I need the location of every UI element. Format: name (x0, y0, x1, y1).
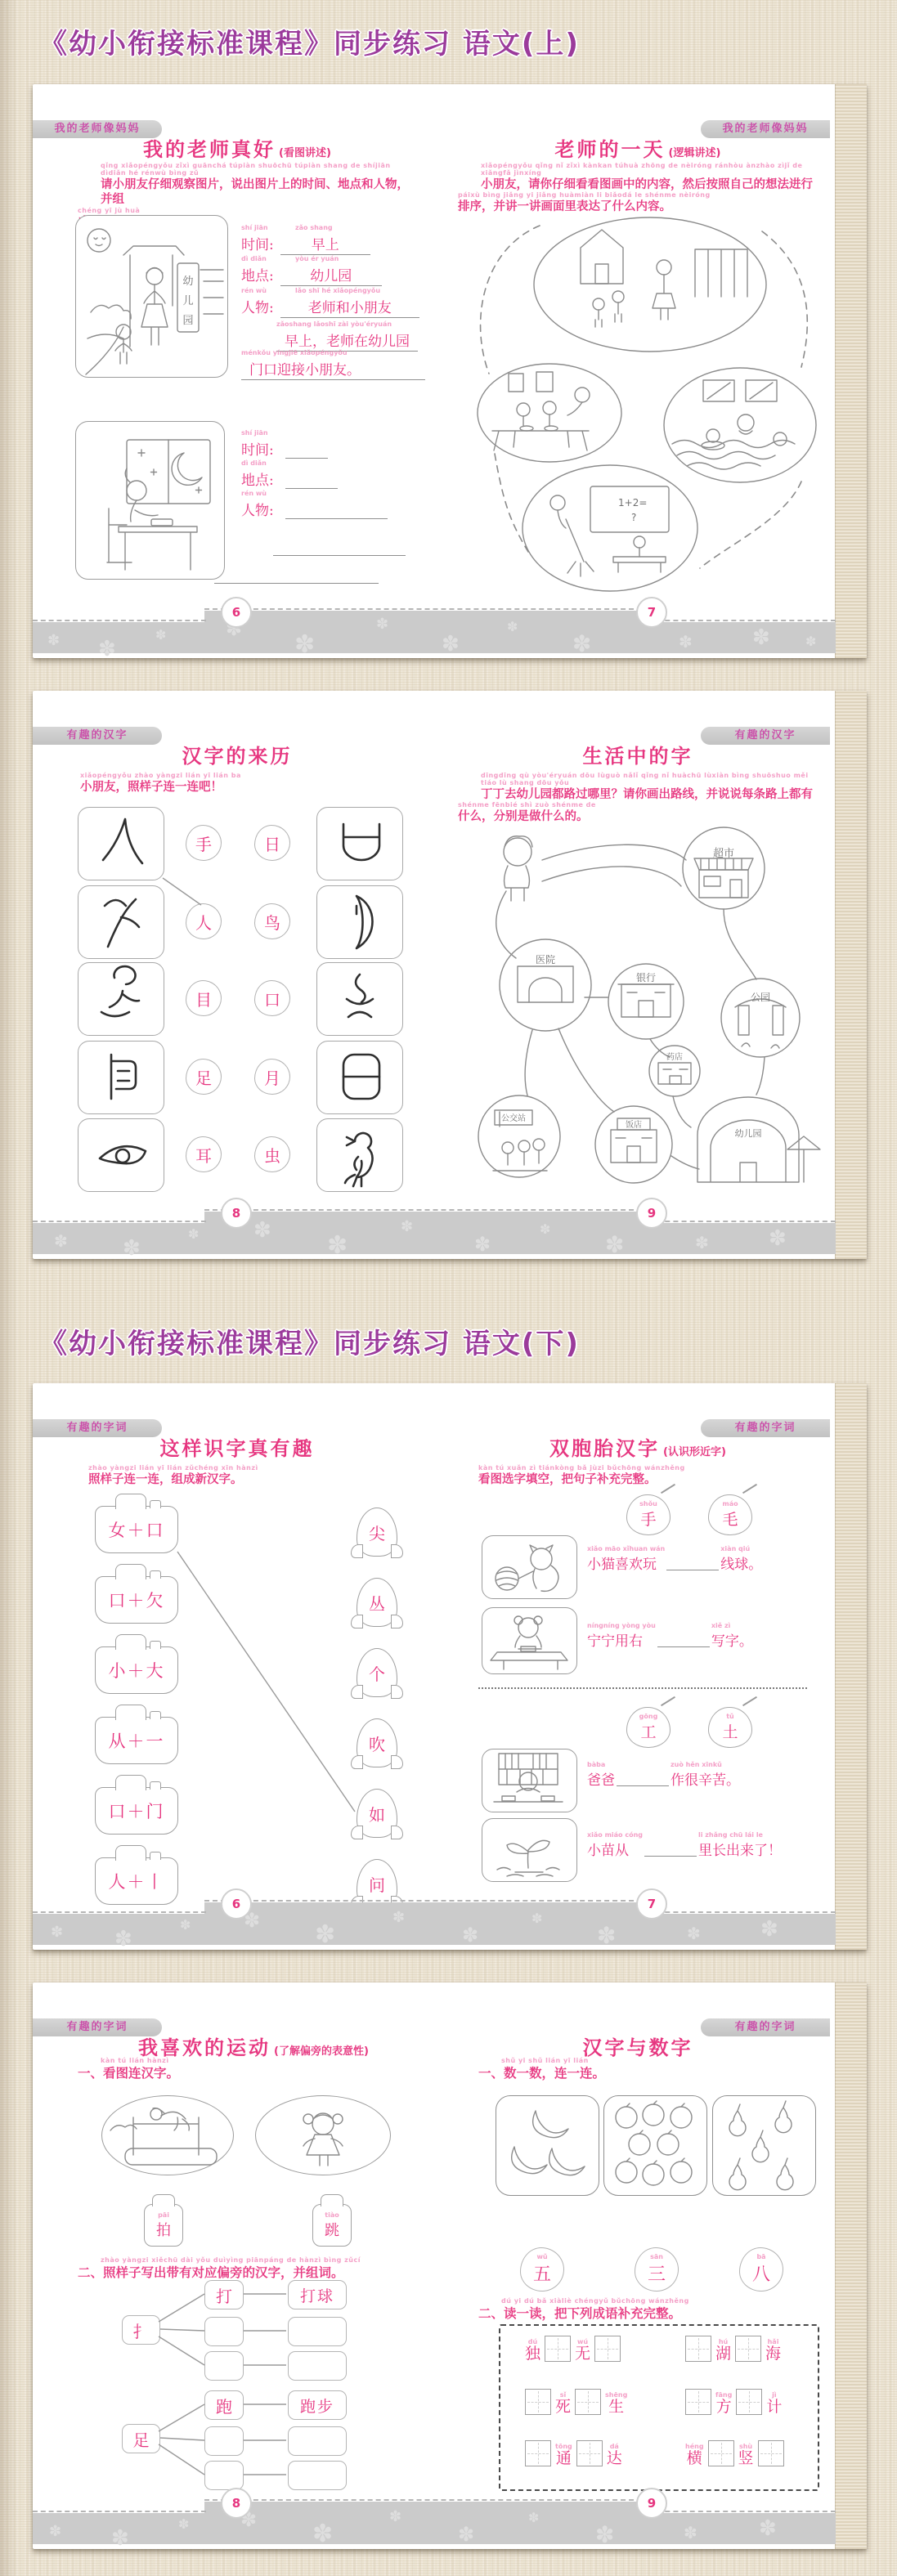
unit-tab-left: 有趣的字词 (33, 2018, 162, 2036)
pinyin: xiě zì (711, 1622, 731, 1629)
answer-blank (666, 1554, 719, 1570)
unit-tab-right: 我的老师像妈妈 (701, 120, 830, 138)
blackboard-formula: 1+2= (618, 497, 648, 508)
pinyin: páixù bìng jiǎng yi jiǎng huàmiàn li biǎodá le shénme nèiróng (458, 191, 711, 199)
picture-teacher-gate (75, 215, 228, 378)
pinyin: lǎo shī hé xiǎopéngyǒu (295, 287, 381, 294)
component-boat: 女＋口 (95, 1506, 178, 1553)
answer-place: 幼儿园 (280, 264, 382, 286)
lesson-title-right: 双胞胎汉字 (认识形近字) (549, 1437, 726, 1460)
sign-park: 公园 (750, 992, 771, 1003)
pinyin: shí jiān (241, 429, 268, 437)
pinyin: chéng yī jù huà (78, 207, 141, 215)
page-number-left: 6 (221, 1888, 252, 1920)
pictograph-person (78, 807, 164, 880)
pinyin: níngníng yòng yòu (587, 1622, 656, 1629)
result-rocket: 尖 (357, 1508, 397, 1557)
flower-icon (123, 1236, 141, 1261)
pinyin: dì diǎn (241, 459, 267, 467)
char-badge: 月 (254, 1059, 290, 1095)
tianzige-box (525, 2389, 551, 2415)
flower-icon (687, 1924, 701, 1943)
pinyin: xiàn qiú (720, 1545, 751, 1552)
unit-tab-right: 有趣的汉字 (701, 727, 830, 745)
tianzige-box (758, 2440, 784, 2466)
pinyin: shénme fēnbié shì zuò shénme de (458, 801, 596, 809)
fill-blank-sentence: xiǎo miáo cóng 小苗从 li zhǎng chū lái le 里长出来了！ (587, 1831, 782, 1859)
char-badge: 日 (254, 825, 290, 861)
result-rocket: 问 (357, 1859, 397, 1908)
section-1-label-left: kàn tú lián hànzì 一、看图连汉字。 (78, 2058, 405, 2081)
verb-badge: tiào 跳 (312, 2204, 352, 2247)
girl-writing-night-illustration (76, 422, 224, 579)
flower-icon (155, 627, 166, 643)
radical-box: 足 (122, 2424, 160, 2453)
photo-background-strip (835, 1982, 867, 2549)
unit-tab-left: 有趣的汉字 (33, 727, 162, 745)
lesson-title-left: 这样识字真有趣 (159, 1437, 315, 1460)
sign-hospital: 医院 (535, 954, 556, 965)
instruction-right: dīngdīng qù yòu'éryuán dōu lùguò nǎlǐ qǐng nǐ huàchū lùxiàn bìng shuōshuo měi tiáo lù shang dōu yǒu 丁丁去幼儿园都路过哪里？请你画出路线，并说说每条路上都有 shénme fēnbié shì zuò shénme de 什么，分别是做什么的。 (458, 773, 816, 825)
tianzige-box (685, 2389, 711, 2415)
flower-icon (507, 619, 518, 634)
photo-background-strip (835, 691, 867, 1259)
section-2-label-right: dú yi dú bǎ xiàliè chéngyǔ bǔchōng wánzhěng 二、读一读，把下列成语补充完整。 (478, 2298, 822, 2322)
page-number-right: 7 (636, 1888, 667, 1920)
book-spread-4 (33, 1982, 867, 2549)
flower-icon (597, 1922, 616, 1949)
char-badge: 鸟 (254, 903, 290, 939)
result-rocket: 丛 (357, 1578, 397, 1627)
idiom-item: fāng 方 jì 计 (685, 2389, 782, 2416)
char-badge: 虫 (254, 1136, 290, 1172)
answer-people: 老师和小朋友 (280, 296, 419, 318)
char-badge: 人 (186, 903, 222, 939)
flower-icon (178, 2516, 189, 2532)
lesson-title-left: 我喜欢的运动 (了解偏旁的表意性) (138, 2036, 369, 2059)
word-box-filled: 跑步 (288, 2390, 347, 2420)
footer-band (204, 1902, 650, 1945)
component-boat: 口＋欠 (95, 1576, 178, 1624)
flower-icon (327, 1231, 348, 1260)
answer-blank (285, 503, 388, 519)
field-people: rén wù lǎo shī hé xiǎopéngyǒu 人物: 老师和小朋友 (241, 280, 419, 318)
flower-icon (47, 632, 60, 649)
idiom-item: tōng 通 dá 达 (525, 2440, 622, 2467)
picture-high-jump (101, 2095, 234, 2175)
flower-icon (376, 616, 388, 633)
word-box-filled: 打球 (288, 2280, 347, 2309)
flower-icon (805, 634, 816, 649)
tianzige-box (525, 2440, 551, 2466)
verb-badge: pāi 拍 (144, 2204, 183, 2247)
sign-supermarket: 超市 (712, 848, 735, 860)
pinyin: dīngdīng qù yòu'éryuán dōu lùguò nǎlǐ qǐng nǐ huàchū lùxiàn bìng shuōshuo měi tiáo lù shang dōu yǒu (481, 772, 809, 786)
lesson-title-right: 汉字与数字 (582, 2036, 693, 2059)
char-badge: 耳 (186, 1136, 222, 1172)
lesson-title-left: 我的老师真好 (看图讲述) (143, 138, 331, 161)
count-box-bananas (496, 2095, 599, 2196)
flower-icon (98, 637, 116, 661)
unit-tab-left: 有趣的字词 (33, 1419, 162, 1437)
field-place: dì diǎn yòu ér yuán 地点: 幼儿园 (241, 249, 382, 286)
pictograph-eye (78, 1118, 164, 1192)
dashed-border (204, 1900, 650, 1902)
lesson-title-right: 老师的一天 (逻辑讲述) (554, 138, 721, 161)
pinyin: yòu ér yuán (295, 255, 339, 262)
page-footer (33, 2496, 836, 2544)
photo-background-strip (835, 84, 867, 658)
flower-icon (389, 2508, 401, 2525)
dashed-border (204, 608, 650, 610)
pinyin: li zhǎng chū lái le (698, 1831, 763, 1839)
pictograph-bird (316, 1118, 403, 1192)
flower-icon (188, 1226, 199, 1242)
svg-text:幼: 幼 (182, 276, 194, 288)
dashed-border (33, 2511, 206, 2512)
tianzige-box (736, 2389, 762, 2415)
tianzige-box (575, 2389, 601, 2415)
flower-icon (684, 2523, 697, 2542)
instruction-left: xiǎopéngyǒu zhào yàngzi lián yī lián ba 小朋友，照样子连一连吧！ (80, 773, 407, 795)
pictograph-mouth (316, 807, 403, 880)
unit-tab-left: 我的老师像妈妈 (33, 120, 162, 138)
flower-icon (595, 2521, 614, 2548)
idiom-item: sǐ 死 shēng 生 (525, 2389, 627, 2416)
unit-tab-right: 有趣的字词 (701, 2018, 830, 2036)
pinyin: xiǎo miáo cóng (587, 1831, 643, 1839)
sign-kindergarten: 幼儿园 (734, 1128, 762, 1139)
char-badge: 足 (186, 1059, 222, 1095)
book-spread-2 (33, 691, 867, 1259)
number-badge: bā 八 (739, 2247, 783, 2292)
pictograph-moon (316, 885, 403, 959)
result-rocket: 吹 (357, 1718, 397, 1767)
page-footer (33, 605, 836, 653)
char-box-filled: 打 (204, 2280, 244, 2309)
book-spread-3 (33, 1383, 867, 1950)
page-number-right: 7 (636, 597, 667, 628)
dashed-border (648, 2511, 836, 2512)
pictograph-sun (316, 1041, 403, 1114)
flower-icon (401, 1218, 413, 1235)
unit-tab-right: 有趣的字词 (701, 1419, 830, 1437)
tianzige-box (545, 2336, 571, 2362)
instruction-right: kàn tú xuǎn zì tiánkòng bǎ jùzi bǔchōng wánzhěng 看图选字填空，把句子补充完整。 (478, 1465, 822, 1488)
sign-bus-stop: 公交站 (501, 1114, 526, 1123)
field-time: shí jiān zǎo shang 时间: 早上 (241, 217, 370, 255)
route-map-illustration (454, 809, 822, 1194)
blank-field-place: dì diǎn 地点: (241, 453, 338, 489)
pinyin: xiǎopéngyǒu qǐng nǐ zǐxì kànkan túhuà zhōng de nèiróng ránhòu ànzhào zìjǐ de xiǎngfǎ jìnxíng (481, 162, 803, 177)
pinyin: zuò hěn xīnkǔ (671, 1761, 722, 1768)
heading-volume-2: 《幼小衔接标准课程》同步练习 语文(下) (39, 1328, 580, 1360)
flower-icon (111, 2526, 129, 2551)
component-boat: 小＋大 (95, 1646, 178, 1694)
photo-background-strip (835, 1383, 867, 1950)
flower-icon (605, 1231, 624, 1258)
flower-icon (695, 1233, 709, 1252)
lesson-title-right: 生活中的字 (582, 745, 693, 768)
idiom-item: hú 湖 hǎi 海 (685, 2336, 781, 2363)
word-box-empty (288, 2351, 347, 2381)
tianzige-box (708, 2440, 734, 2466)
pictograph-ear (78, 1041, 164, 1114)
flower-icon (572, 630, 591, 657)
fill-blank-sentence: bàba 爸爸 zuò hěn xīnkǔ 作很辛苦。 (587, 1761, 740, 1789)
pinyin: xiǎo māo xǐhuan wán (587, 1545, 666, 1552)
flower-icon (442, 632, 460, 656)
count-box-oranges (603, 2095, 707, 2196)
blank-field-people: rén wù 人物: (241, 483, 388, 519)
pinyin: bàba (587, 1761, 606, 1768)
flower-icon (315, 1920, 335, 1949)
result-rocket: 如 (357, 1789, 397, 1838)
pinyin: qǐng xiǎopéngyǒu zǐxì guānchá túpiàn shuōchū túpiàn shang de shíjiān dìdiǎn hé rénwù bìng zǔ (101, 162, 391, 177)
flower-icon (51, 1924, 63, 1941)
instruction-left: zhào yàngzi lián yī lián zǔchéng xīn hànzì 照样子连一连，组成新汉字。 (88, 1465, 415, 1488)
pinyin: zǎoshang lǎoshī zài yòu'éryuán (276, 320, 392, 328)
component-boat: 人＋丨 (95, 1857, 178, 1905)
char-box-filled: 跑 (204, 2390, 244, 2420)
word-box-empty (288, 2317, 347, 2346)
sign-bank: 银行 (635, 972, 657, 983)
page-number-left: 8 (221, 2488, 252, 2519)
flower-icon (760, 1917, 778, 1942)
component-boat: 口＋门 (95, 1787, 178, 1835)
dashed-border (33, 620, 206, 621)
component-boat: 从＋一 (95, 1717, 178, 1764)
dashed-border (33, 1221, 206, 1222)
answer-blank (617, 1770, 669, 1786)
pinyin: zhào yàngzi lián yī lián zǔchéng xīn hànzì (88, 1464, 258, 1472)
flower-icon (759, 2516, 777, 2541)
dashed-border (648, 1911, 836, 1913)
instruction-right: xiǎopéngyǒu qǐng nǐ zǐxì kànkan túhuà zhōng de nèiróng ránhòu ànzhào zìjǐ de xiǎngfǎ jìnxíng 小朋友，请你仔细看看图画中的内容，然后按照自己的想法进行 páixù bìng jiǎng yi jiǎng huàmiàn li biǎodá le shénme nèiróng 排序，并讲一讲画面里表达了什么内容。 (458, 163, 816, 215)
option-flower: máo 毛 (708, 1494, 752, 1535)
picture-dad-working (482, 1749, 577, 1812)
pinyin: dì diǎn (241, 255, 267, 262)
count-box-pears (712, 2095, 816, 2196)
teacher-day-vignettes (458, 199, 822, 606)
radical-box: 扌 (122, 2315, 160, 2345)
flower-icon (180, 1917, 191, 1933)
sentence-line-1: zǎoshang lǎoshī zài yòu'éryuán 早上，老师在幼儿园 (276, 314, 418, 352)
pinyin: zhào yàngzi xiěchū dài yǒu duìyìng piānpáng de hànzì bìng zǔcí (101, 2256, 361, 2264)
pinyin: dú yi dú bǎ xiàliè chéngyǔ bǔchōng wánzhěng (501, 2297, 689, 2305)
flower-icon (114, 1927, 132, 1951)
section-divider (478, 1687, 807, 1689)
flower-icon (540, 1221, 550, 1237)
dashed-border (648, 1221, 836, 1222)
picture-girl-writing (482, 1607, 577, 1674)
flower-icon (458, 2523, 474, 2546)
fill-blank-sentence: níngníng yòng yòu 宁宁用右 xiě zì 写字。 (587, 1622, 753, 1650)
tianzige-box (735, 2336, 761, 2362)
flower-icon (528, 2510, 539, 2525)
dashed-border (648, 620, 836, 621)
pictograph-sprout (78, 962, 164, 1036)
pinyin: zǎo shang (295, 224, 333, 231)
page-footer (33, 1206, 836, 1254)
pictograph-bug (78, 885, 164, 959)
flower-icon (253, 1218, 271, 1243)
svg-text:儿: 儿 (182, 295, 194, 307)
footer-band (204, 2502, 650, 2544)
page-number-right: 9 (636, 2488, 667, 2519)
pinyin: ménkǒu yíngjiē xiǎopéngyǒu (241, 349, 348, 356)
flower-icon (392, 1909, 405, 1926)
dashed-border (204, 1209, 650, 1211)
char-box-empty (204, 2317, 244, 2346)
char-badge: 口 (254, 980, 290, 1016)
fill-blank-sentence: xiǎo māo xǐhuan wán 小猫喜欢玩 xiàn qiú 线球。 (587, 1545, 763, 1573)
sign-pharmacy: 药店 (666, 1053, 683, 1062)
page-number-left: 6 (221, 597, 252, 628)
pinyin: rén wù (241, 287, 267, 294)
lesson-title-left: 汉字的来历 (182, 745, 293, 768)
page-number-right: 9 (636, 1198, 667, 1229)
pinyin: kàn tú xuǎn zì tiánkòng bǎ jùzi bǔchōng wánzhěng (478, 1464, 685, 1472)
answer-time: 早上 (280, 233, 370, 255)
svg-text:园: 园 (182, 315, 194, 327)
flower-icon (679, 632, 693, 652)
char-box-empty (204, 2351, 244, 2381)
word-box-empty (288, 2426, 347, 2456)
picture-cat-yarn (482, 1535, 577, 1599)
pictograph-figure (316, 962, 403, 1036)
char-badge: 目 (186, 980, 222, 1016)
pinyin: kàn tú lián hànzì (101, 2057, 169, 2064)
sign-restaurant: 饭店 (626, 1121, 642, 1130)
pinyin: rén wù (241, 490, 267, 497)
answer-blank (657, 1631, 710, 1647)
book-spread-1 (33, 84, 867, 658)
flower-icon (462, 1924, 478, 1947)
pinyin: shǔ yi shǔ lián yī lián (501, 2057, 589, 2064)
page-footer (33, 1897, 836, 1945)
tianzige-box (685, 2336, 711, 2362)
blackboard-question: ? (631, 512, 637, 523)
section-2-label-left: zhào yàngzi xiěchū dài yǒu duìyìng piānpáng de hànzì bìng zǔcí 二、照样子写出带有对应偏旁的汉字，并组词。 (78, 2257, 421, 2281)
picture-sprout (482, 1818, 577, 1882)
option-flower: gōng 工 (626, 1707, 671, 1748)
writing-line (273, 555, 406, 556)
word-box-empty (288, 2461, 347, 2490)
dashed-border (33, 1911, 206, 1913)
writing-line (214, 583, 379, 584)
heading-volume-1: 《幼小衔接标准课程》同步练习 语文(上) (39, 28, 580, 60)
flower-icon (49, 2523, 61, 2540)
dashed-border (204, 2499, 650, 2501)
pinyin: shí jiān (241, 224, 268, 231)
char-badge: 手 (186, 825, 222, 861)
char-box-empty (204, 2426, 244, 2456)
page-number-left: 8 (221, 1198, 252, 1229)
flower-icon (752, 625, 770, 650)
option-flower: shǒu 手 (626, 1494, 671, 1535)
answer-blank (644, 1840, 697, 1857)
idiom-item: dú 独 wú 无 (525, 2336, 621, 2363)
flower-icon (531, 1911, 542, 1926)
blank-field-time: shí jiān 时间: (241, 423, 328, 459)
sentence-line-2: ménkǒu yíngjiē xiǎopéngyǒu 门口迎接小朋友。 (241, 343, 425, 380)
number-badge: wǔ 五 (520, 2247, 564, 2292)
flower-icon (312, 2520, 333, 2548)
flower-icon (294, 630, 315, 659)
char-box-empty (204, 2461, 244, 2490)
pinyin: xiǎopéngyǒu zhào yàngzi lián yī lián ba (80, 772, 241, 779)
flower-icon (54, 1231, 68, 1251)
tianzige-box (576, 2440, 603, 2466)
picture-dancing-girl (255, 2095, 391, 2175)
section-1-label-right: shǔ yi shǔ lián yī lián 一、数一数，连一连。 (478, 2058, 814, 2081)
result-rocket: 个 (357, 1648, 397, 1697)
option-flower: tǔ 土 (708, 1707, 752, 1748)
idiom-item: héng 横 shù 竖 (685, 2440, 784, 2467)
tianzige-box (594, 2336, 621, 2362)
number-badge: sān 三 (635, 2247, 679, 2292)
instruction-left: qǐng xiǎopéngyǒu zǐxì guānchá túpiàn shuōchū túpiàn shang de shíjiān dìdiǎn hé rénwù bìng zǔ 请小朋友仔细观察图片，说出图片上的时间、地点和人物，并组 chéng yī jù huà (78, 163, 416, 231)
flower-icon (769, 1226, 787, 1251)
teacher-gate-illustration (76, 216, 227, 377)
picture-girl-night (75, 421, 225, 580)
flower-icon (474, 1233, 491, 1256)
